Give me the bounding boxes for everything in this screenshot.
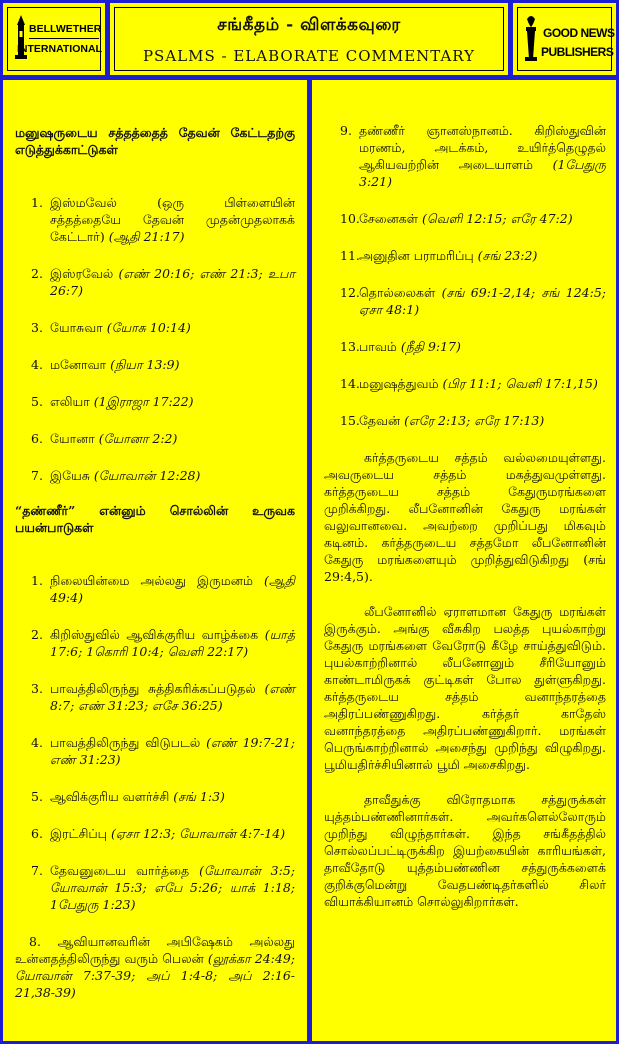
- list-item-number: 6.: [31, 431, 43, 446]
- page-title-tamil: சங்கீதம் - விளக்கவுரை: [217, 15, 401, 35]
- list-item-text: யோனா: [50, 431, 95, 446]
- list-item: [324, 122, 606, 190]
- list-item-number: 10.: [340, 211, 360, 226]
- list-item: [15, 356, 295, 373]
- list-item-text: தேவனுடைய வார்த்தை: [50, 863, 190, 878]
- list-item-text: இஸ்ரவேல்: [50, 266, 114, 281]
- list-item-text: இஸ்மவேல் (ஒரு பிள்ளையின் சத்தத்தையே தேவன் முதன்முதலாகக் கேட்டார்): [50, 195, 295, 244]
- list-item-text: ஆவியானவரின் அபிஷேகம் அல்லது உன்னதத்திலிருந்து வரும் பெலன்: [15, 934, 295, 966]
- list-item: [15, 265, 295, 299]
- torch-icon: [521, 13, 541, 65]
- right-column: [312, 80, 616, 1041]
- paragraph-lebanon-cedars: லீபனோனில் ஏராளமான கேதுரு மரங்கள் இருக்கும். அங்கு வீசுகிற பலத்த புயல்காற்று கேதுரு மரங்களை வேரோடு கீழே சாய்த்துவிடும். புயல்காற்றினால் லீபனோனும் சீரியோனும் காண்டாமிருகக் குட்டிகள் போல துள்ளுகிறது. கர்த்தருடைய சத்தம் வனாந்தரத்தை அதிரப்பண்ணுகிறது. கர்த்தர் காதேஸ் வனாந்தரத்தை அதிரப்பண்ணுகிறார். மரங்கள் பெருங்காற்றினால் அசைந்து முறிந்து விழுகிறது. பூமியதிர்ச்சியினால் பூமி அசைகிறது.: [324, 604, 606, 772]
- list-item-number: 5.: [31, 394, 43, 409]
- list-item-reference: (யோவான் 3:5; யோவான் 15:3; எபே 5:26; யாக் 1:18; 1பேதுரு 1:23): [50, 863, 295, 912]
- list-item: [15, 734, 295, 768]
- list-item-number: 3.: [31, 320, 43, 335]
- list-item: [15, 430, 295, 447]
- list-item-number: 12.: [340, 285, 360, 300]
- list-item-number: 13.: [340, 339, 360, 354]
- list-item-reference: (1இராஜா 17:22): [93, 394, 194, 409]
- list-item-reference: (யோவான் 12:28): [93, 468, 201, 483]
- list-item-text: ஆவிக்குரிய வளர்ச்சி: [50, 789, 170, 804]
- list-item-reference: (ஆதி 49:4): [50, 573, 295, 605]
- list-item-reference: (ஆதி 21:17): [108, 229, 185, 244]
- list-item-number: 1.: [31, 573, 43, 588]
- list-item: [15, 626, 295, 660]
- list-item-text: அனுதின பராமரிப்பு: [359, 248, 474, 263]
- list-item-reference: (எண் 20:16; எண் 21:3; உபா 26:7): [50, 266, 295, 298]
- logo-text-line1: GOOD NEWS: [543, 26, 615, 40]
- page-title-english: PSALMS - ELABORATE COMMENTARY: [142, 47, 476, 65]
- section-heading-voice-examples: மனுஷருடைய சத்தத்தைத் தேவன் கேட்டதற்கு எடுத்துக்காட்டுகள்: [15, 125, 295, 157]
- list-item-text: சேனைகள்: [359, 211, 419, 226]
- bell-tower-icon: [11, 13, 31, 65]
- list-item-reference: (1பேதுரு 3:21): [359, 157, 606, 189]
- logo-text-line1: BELLWETHER: [29, 23, 102, 35]
- list-item-reference: (யோனா 2:2): [98, 431, 178, 446]
- list-item: [15, 319, 295, 336]
- list-item: [15, 825, 295, 842]
- left-column-content: [15, 124, 295, 1011]
- list-item: [15, 788, 295, 805]
- list-item: [324, 412, 606, 429]
- list-item-number: 6.: [31, 826, 43, 841]
- section-heading-water-symbolism: “தண்ணீர்” என்னும் சொல்லின் உருவக பயன்பாடுகள்: [15, 503, 295, 535]
- list-item-reference: (பிர 11:1; வெளி 17:1,15): [442, 376, 598, 391]
- right-column-content: [324, 122, 606, 928]
- list-item: [324, 210, 606, 227]
- water-symbolism-list-continued: [324, 122, 606, 429]
- list-item-reference: (சங் 23:2): [477, 248, 538, 263]
- bellwether-logo: [11, 13, 101, 65]
- good-news-publishers-logo: [521, 13, 615, 65]
- list-item-number: 1.: [31, 195, 43, 210]
- paragraph-voice-power: கர்த்தருடைய சத்தம் வல்லமையுள்ளது. அவருடைய சத்தம் மகத்துவமுள்ளது. கர்த்தருடைய சத்தம் கேதுருமரங்களை முறிக்கிறது. லீபனோனின் கேதுரு மரங்கள் வலுவானவை. அவற்றை முறிப்பது மிகவும் கடினம். கர்த்தருடைய சத்தமோ லீபனோனின் கேதுரு மரங்களையும் முறித்துவிடுகிறது (சங் 29:4,5).: [324, 450, 606, 584]
- list-item: [15, 467, 295, 484]
- list-item-text: இரட்சிப்பு: [50, 826, 107, 841]
- logo-text-line2: PUBLISHERS: [541, 45, 614, 59]
- list-item-text: எலியா: [50, 394, 90, 409]
- list-item-text: தொல்லைகள்: [359, 285, 436, 300]
- list-item-number: 5.: [31, 789, 43, 804]
- list-item-number: 7.: [31, 468, 43, 483]
- list-item-text: நிலையின்மை அல்லது இருமனம்: [50, 573, 253, 588]
- paragraph-david-enemies: தாவீதுக்கு விரோதமாக சத்துருக்கள் யுத்தம்பண்ணினார்கள். அவர்களெல்லோரும் முறிந்து விழுந்தார்கள். இந்த சங்கீதத்தில் சொல்லப்பட்டிருக்கிற இயற்கையின் காரியங்கள், தாவீதோடு யுத்தம்பண்ணின சத்துருக்களைக் குறிக்குமென்று வேதபண்டிதர்களில் சிலர் வியாக்கியானம் சொல்லுகிறார்கள்.: [324, 792, 606, 909]
- good-news-logo-panel: [513, 3, 616, 75]
- list-item-8: [15, 933, 295, 1001]
- voice-examples-list: [15, 194, 295, 484]
- list-item-text: பாவத்திலிருந்து சுத்திகரிக்கப்படுதல்: [50, 681, 256, 696]
- list-item-number: 4.: [31, 735, 43, 750]
- list-item-number: 8.: [29, 934, 41, 949]
- list-item-reference: (நியா 13:9): [110, 357, 180, 372]
- logo-rule: [29, 38, 99, 39]
- list-item-reference: (எண் 8:7; எண் 31:23; எசே 36:25): [50, 681, 295, 713]
- list-item-text: இயேசு: [50, 468, 90, 483]
- list-item: [324, 375, 606, 392]
- list-item: [15, 393, 295, 410]
- list-item-number: 15.: [340, 413, 360, 428]
- list-item: [15, 572, 295, 606]
- list-item-number: 9.: [340, 123, 352, 138]
- list-item-reference: (வெளி 12:15; எரே 47:2): [422, 211, 573, 226]
- list-item-text: கிறிஸ்துவில் ஆவிக்குரிய வாழ்க்கை: [50, 627, 259, 642]
- title-panel: [110, 3, 508, 75]
- list-item-reference: (எரே 2:13; எரே 17:13): [404, 413, 545, 428]
- list-item-number: 11.: [340, 248, 360, 263]
- list-item-reference: (சங் 1:3): [173, 789, 225, 804]
- list-item: [15, 680, 295, 714]
- list-item: [15, 862, 295, 913]
- list-item-text: பாவம்: [359, 339, 397, 354]
- water-symbolism-list: [15, 572, 295, 913]
- list-item-reference: (சங் 69:1-2,14; சங் 124:5; ஏசா 48:1): [359, 285, 606, 317]
- list-item-text: பாவத்திலிருந்து விடுபடல்: [50, 735, 201, 750]
- list-item-text: தண்ணீர் ஞானஸ்நானம். கிறிஸ்துவின் மரணம், அடக்கம், உயிர்த்தெழுதல் ஆகியவற்றின் அடையாளம்: [359, 123, 606, 172]
- list-item: [15, 194, 295, 245]
- list-item-text: மனோவா: [50, 357, 107, 372]
- list-item-reference: (நீதி 9:17): [400, 339, 461, 354]
- list-item-text: யோசுவா: [50, 320, 103, 335]
- bellwether-logo-panel: [3, 3, 105, 75]
- list-item-number: 3.: [31, 681, 43, 696]
- list-item-reference: (யாத் 17:6; 1கொரி 10:4; வெளி 22:17): [50, 627, 295, 659]
- list-item-number: 14.: [340, 376, 360, 391]
- list-item-number: 2.: [31, 266, 43, 281]
- list-item: [324, 338, 606, 355]
- logo-text-line2: INTERNATIONAL: [17, 43, 102, 55]
- list-item-reference: (யோசு 10:14): [106, 320, 191, 335]
- list-item-number: 4.: [31, 357, 43, 372]
- list-item: [324, 284, 606, 318]
- list-item-number: 2.: [31, 627, 43, 642]
- list-item-reference: (ஏசா 12:3; யோவான் 4:7-14): [110, 826, 286, 841]
- left-column: [3, 80, 307, 1041]
- list-item-text: மனுஷத்துவம்: [359, 376, 439, 391]
- list-item-text: தேவன்: [359, 413, 401, 428]
- list-item-reference: (எண் 19:7-21; எண் 31:23): [50, 735, 295, 767]
- list-item-reference: (லூக்கா 24:49; யோவான் 7:37-39; அப் 1:4-8; அப் 2:16-21,38-39): [15, 951, 295, 1000]
- list-item-number: 7.: [31, 863, 43, 878]
- list-item: [324, 247, 606, 264]
